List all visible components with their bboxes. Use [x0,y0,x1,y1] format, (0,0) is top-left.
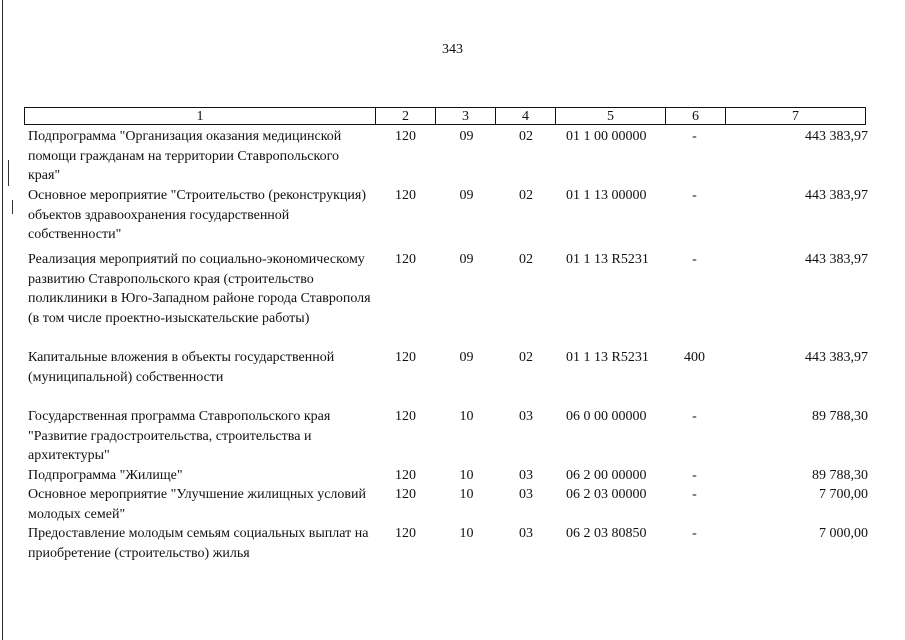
row-amount: 7 000,00 [819,526,868,541]
row-code-3: 09 [459,350,474,365]
row-code-6: - [692,526,697,541]
row-code-3: 10 [459,468,474,483]
row-code-3: 09 [459,188,474,203]
header-cell-5: 5 [555,107,666,125]
table-header-row [24,107,866,126]
row-code-2: 120 [395,252,416,267]
row-name: Предоставление молодым семьям социальных выплат на приобретение (строительство) жилья [28,526,369,561]
row-amount: 443 383,97 [805,252,868,267]
row-code-5: 01 1 13 R5231 [566,350,649,365]
row-name: Подпрограмма "Жилище" [28,468,183,483]
row-code-6: - [692,188,697,203]
row-amount: 7 700,00 [819,487,868,502]
row-code-5: 01 1 13 00000 [566,188,647,203]
row-name: Государственная программа Ставропольского края "Развитие градостроительства, строительства и архитектуры" [28,409,331,463]
header-cell-1: 1 [24,107,376,125]
row-code-5: 01 1 13 R5231 [566,252,649,267]
row-code-4: 02 [519,252,533,267]
row-amount: 89 788,30 [812,468,868,483]
row-code-6: - [692,487,697,502]
row-code-4: 02 [519,129,533,144]
scan-mark [12,200,13,214]
row-amount: 443 383,97 [805,188,868,203]
header-cell-7: 7 [725,107,866,125]
row-code-5: 06 2 03 80850 [566,526,647,541]
row-code-4: 02 [519,350,533,365]
row-code-5: 06 0 00 00000 [566,409,647,424]
page-number: 343 [442,42,463,57]
row-code-3: 10 [459,409,474,424]
row-code-6: - [692,129,697,144]
row-code-4: 03 [519,487,533,502]
row-code-5: 06 2 03 00000 [566,487,647,502]
row-code-3: 09 [459,252,474,267]
row-code-4: 02 [519,188,533,203]
row-code-4: 03 [519,468,533,483]
row-name: Подпрограмма "Организация оказания медицинской помощи гражданам на территории Ставропольского края" [28,129,342,183]
row-code-2: 120 [395,350,416,365]
row-code-6: - [692,468,697,483]
header-cell-4: 4 [495,107,556,125]
row-code-2: 120 [395,526,416,541]
row-code-2: 120 [395,409,416,424]
row-name: Основное мероприятие "Строительство (реконструкция) объектов здравоохранения государственной собственности" [28,188,366,242]
row-code-6: - [692,409,697,424]
scan-edge-line [2,0,3,640]
row-code-5: 01 1 00 00000 [566,129,647,144]
row-name: Реализация мероприятий по социально-экономическому развитию Ставропольского края (строительство поликлиники в Юго-Западном районе города Ставрополя (в том числе проектно-изыскательские работы) [28,252,371,326]
row-code-3: 09 [459,129,474,144]
header-cell-3: 3 [435,107,496,125]
row-code-6: - [692,252,697,267]
row-code-4: 03 [519,409,533,424]
row-code-6: 400 [684,350,705,365]
row-code-2: 120 [395,468,416,483]
row-code-2: 120 [395,188,416,203]
row-amount: 443 383,97 [805,350,868,365]
header-cell-6: 6 [665,107,726,125]
header-cell-2: 2 [375,107,436,125]
row-code-5: 06 2 00 00000 [566,468,647,483]
scan-mark [8,160,9,186]
row-name: Основное мероприятие "Улучшение жилищных условий молодых семей" [28,487,367,522]
row-code-4: 03 [519,526,533,541]
row-amount: 443 383,97 [805,129,868,144]
row-name: Капитальные вложения в объекты государственной (муниципальной) собственности [28,350,335,385]
row-amount: 89 788,30 [812,409,868,424]
row-code-2: 120 [395,129,416,144]
row-code-3: 10 [459,526,474,541]
row-code-2: 120 [395,487,416,502]
row-code-3: 10 [459,487,474,502]
